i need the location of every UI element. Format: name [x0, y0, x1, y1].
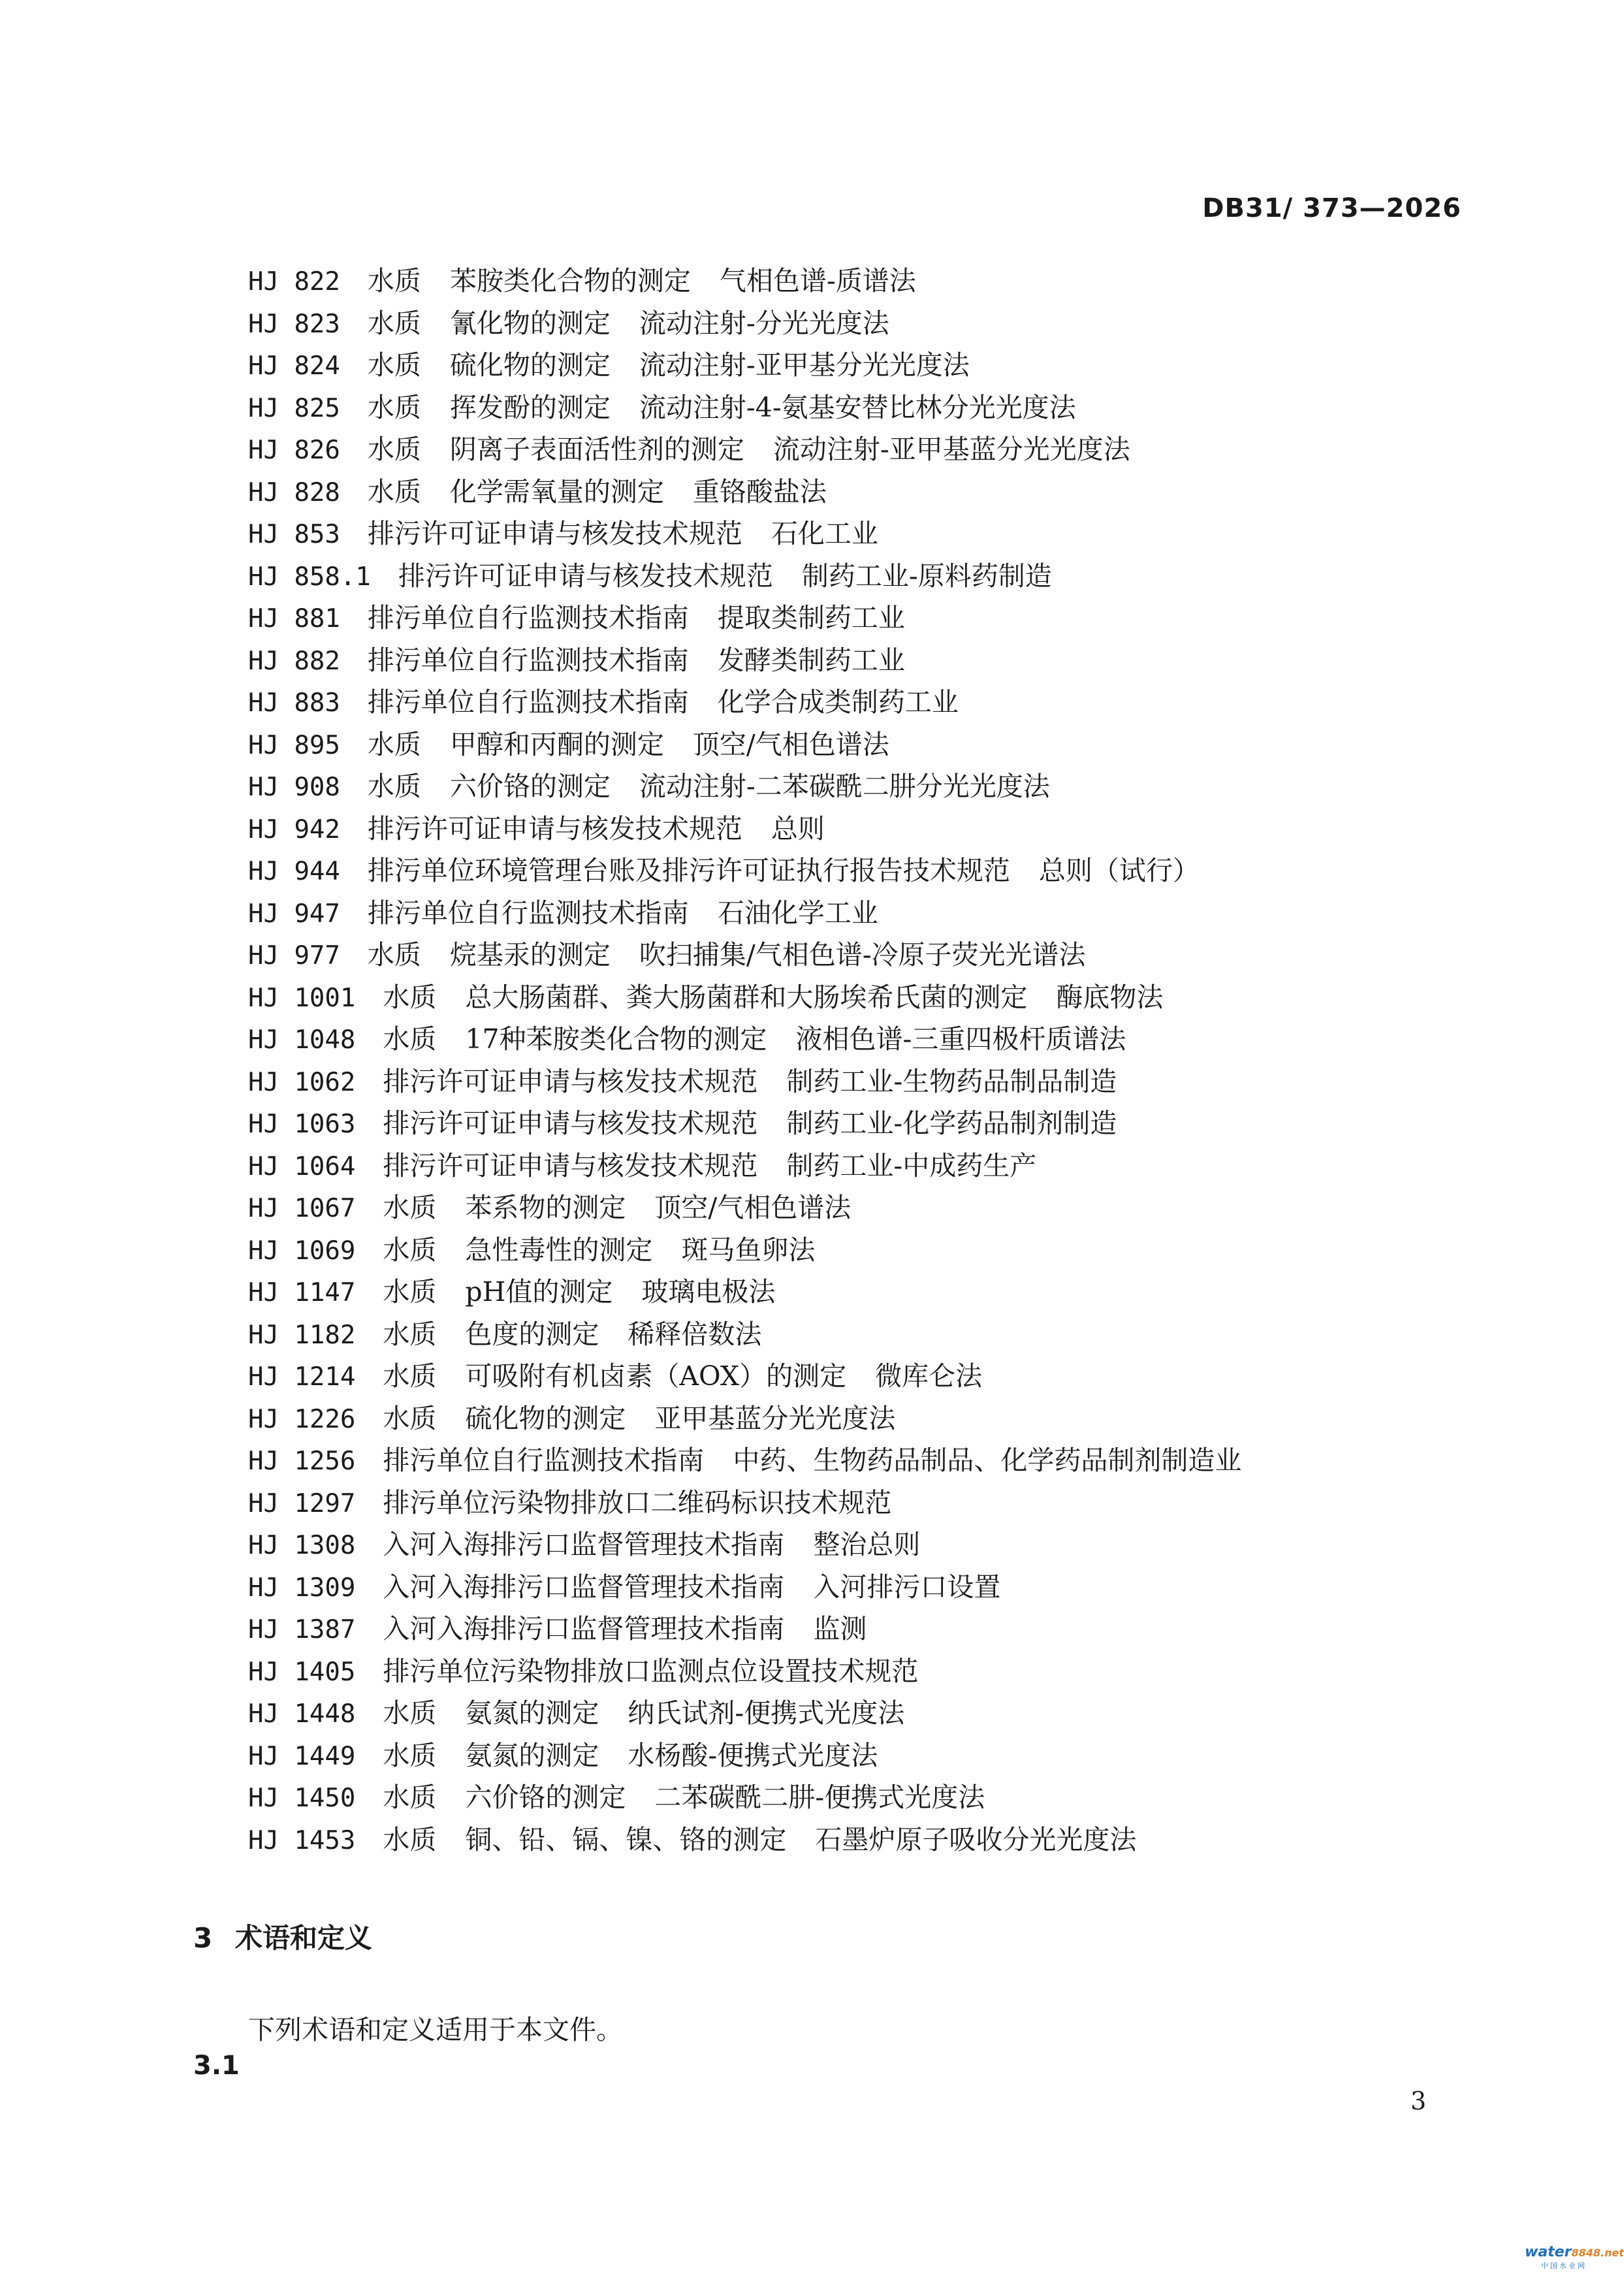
reference-title: 挥发酚的测定 — [449, 391, 611, 423]
reference-method: 稀释倍数法 — [628, 1318, 762, 1350]
reference-item — [248, 344, 1241, 387]
reference-subject: 水质 — [383, 981, 437, 1013]
reference-subject: 水质 — [383, 1782, 437, 1813]
reference-method: 亚甲基蓝分光光度法 — [654, 1402, 896, 1434]
reference-title: 排污单位污染物排放口二维码标识技术规范 — [383, 1486, 892, 1518]
reference-item — [248, 260, 1241, 302]
reference-code: HJ 944 — [248, 857, 340, 886]
reference-item — [248, 892, 1241, 935]
reference-code: HJ 1256 — [248, 1447, 356, 1476]
reference-item — [248, 1018, 1241, 1061]
reference-method: 监测 — [813, 1613, 867, 1644]
reference-title: 排污单位自行监测技术指南 — [367, 644, 689, 676]
reference-code: HJ 1453 — [248, 1825, 356, 1855]
reference-code: HJ 1048 — [248, 1025, 356, 1055]
section-heading — [193, 1917, 372, 1956]
reference-item — [248, 1355, 1241, 1398]
reference-title: 排污单位自行监测技术指南 — [383, 1445, 705, 1476]
reference-item — [248, 724, 1241, 766]
reference-method: 石墨炉原子吸收分光光度法 — [815, 1823, 1137, 1855]
reference-subject: 水质 — [367, 265, 421, 296]
reference-code: HJ 895 — [248, 730, 340, 760]
reference-item — [248, 1313, 1241, 1356]
reference-title: 排污单位自行监测技术指南 — [367, 602, 689, 633]
reference-item — [248, 513, 1241, 555]
reference-method: 流动注射-4-氨基安替比林分光光度法 — [639, 391, 1076, 423]
reference-method: 中药、生物药品制品、化学药品制剂制造业 — [733, 1445, 1242, 1476]
reference-method: 入河排污口设置 — [813, 1571, 1001, 1603]
reference-method: 石油化学工业 — [717, 897, 878, 929]
reference-title: 烷基汞的测定 — [449, 939, 611, 970]
reference-code: HJ 882 — [248, 646, 340, 676]
reference-title: 入河入海排污口监督管理技术指南 — [383, 1571, 785, 1603]
reference-code: HJ 1067 — [248, 1194, 356, 1223]
section-intro-text: 下列术语和定义适用于本文件。 — [248, 2014, 623, 2045]
reference-method: 整治总则 — [813, 1529, 921, 1560]
reference-item — [248, 471, 1241, 513]
reference-method: 制药工业-原料药制造 — [801, 560, 1052, 592]
reference-code: HJ 823 — [248, 309, 340, 339]
reference-title: 六价铬的测定 — [449, 771, 611, 802]
reference-method: 顶空/气相色谱法 — [692, 728, 889, 760]
reference-title: 急性毒性的测定 — [465, 1234, 653, 1266]
reference-item — [248, 681, 1241, 724]
site-watermark-logo — [1525, 2244, 1624, 2283]
reference-code: HJ 1062 — [248, 1067, 356, 1097]
reference-item — [248, 1608, 1241, 1650]
reference-title: 甲醇和丙酮的测定 — [449, 728, 664, 760]
watermark-suffix: .net — [1600, 2247, 1624, 2259]
reference-title: 入河入海排污口监督管理技术指南 — [383, 1613, 785, 1644]
reference-method: 流动注射-分光光度法 — [639, 307, 889, 339]
reference-item — [248, 1145, 1241, 1187]
reference-title: 排污许可证申请与核发技术规范 — [367, 518, 742, 549]
reference-subject: 水质 — [367, 349, 421, 381]
reference-item — [248, 1102, 1241, 1145]
reference-subject: 水质 — [383, 1739, 437, 1771]
reference-code: HJ 1001 — [248, 983, 356, 1013]
reference-code: HJ 1064 — [248, 1151, 356, 1181]
reference-item — [248, 1735, 1241, 1777]
reference-code: HJ 828 — [248, 477, 340, 507]
reference-code: HJ 858.1 — [248, 562, 371, 592]
reference-subject: 水质 — [383, 1402, 437, 1434]
reference-subject: 水质 — [367, 771, 421, 802]
reference-title: 铜、铅、镉、镍、铬的测定 — [465, 1823, 787, 1855]
clause-number: 3.1 — [193, 2051, 240, 2081]
reference-title: 排污单位自行监测技术指南 — [367, 686, 689, 718]
reference-method: 玻璃电极法 — [641, 1276, 776, 1307]
reference-method: 微库仑法 — [875, 1360, 983, 1392]
reference-title: 氰化物的测定 — [449, 307, 611, 339]
reference-method: 二苯碳酰二肼-便携式光度法 — [654, 1782, 985, 1813]
reference-title: 苯系物的测定 — [465, 1192, 626, 1223]
reference-method: 制药工业-化学药品制剂制造 — [786, 1108, 1117, 1139]
reference-subject: 水质 — [367, 728, 421, 760]
reference-item — [248, 808, 1241, 850]
reference-item — [248, 387, 1241, 429]
reference-item — [248, 1271, 1241, 1313]
reference-method: 水杨酸-便携式光度法 — [628, 1739, 878, 1771]
reference-code: HJ 1387 — [248, 1615, 356, 1644]
reference-title: 排污许可证申请与核发技术规范 — [383, 1108, 758, 1139]
reference-title: 色度的测定 — [465, 1318, 599, 1350]
reference-code: HJ 947 — [248, 899, 340, 929]
reference-method: 制药工业-中成药生产 — [786, 1149, 1037, 1181]
watermark-word: water — [1525, 2244, 1572, 2260]
reference-item — [248, 1187, 1241, 1229]
reference-title: 化学需氧量的测定 — [449, 475, 664, 507]
reference-code: HJ 1308 — [248, 1531, 356, 1560]
reference-method: 流动注射-亚甲基蓝分光光度法 — [772, 434, 1130, 465]
reference-method: 流动注射-亚甲基分光光度法 — [639, 349, 970, 381]
reference-item — [248, 428, 1241, 471]
reference-title: 可吸附有机卤素（AOX）的测定 — [465, 1360, 847, 1392]
reference-item — [248, 1566, 1241, 1609]
reference-item — [248, 1439, 1241, 1482]
reference-item — [248, 1482, 1241, 1524]
reference-method: 纳氏试剂-便携式光度法 — [628, 1697, 905, 1729]
reference-method: 液相色谱-三重四极杆质谱法 — [795, 1023, 1126, 1055]
reference-code: HJ 853 — [248, 520, 340, 549]
reference-code: HJ 1147 — [248, 1278, 356, 1307]
reference-subject: 水质 — [367, 475, 421, 507]
reference-code: HJ 1309 — [248, 1573, 356, 1603]
reference-subject: 水质 — [383, 1360, 437, 1392]
reference-item — [248, 1524, 1241, 1566]
reference-title: 排污单位污染物排放口监测点位设置技术规范 — [383, 1655, 919, 1687]
reference-item — [248, 1650, 1241, 1693]
reference-method: 流动注射-二苯碳酰二肼分光光度法 — [639, 771, 1050, 802]
reference-title: 氨氮的测定 — [465, 1697, 599, 1729]
reference-title: 硫化物的测定 — [465, 1402, 626, 1434]
reference-subject: 水质 — [383, 1234, 437, 1266]
reference-code: HJ 1214 — [248, 1362, 356, 1392]
reference-code: HJ 824 — [248, 351, 340, 381]
reference-title: 17种苯胺类化合物的测定 — [465, 1023, 767, 1055]
reference-item — [248, 555, 1241, 598]
reference-title: 苯胺类化合物的测定 — [449, 265, 691, 296]
reference-title: 排污许可证申请与核发技术规范 — [398, 560, 773, 592]
reference-method: 化学合成类制药工业 — [717, 686, 959, 718]
reference-item — [248, 1692, 1241, 1735]
reference-item — [248, 597, 1241, 639]
reference-code: HJ 822 — [248, 267, 340, 296]
reference-item — [248, 934, 1241, 976]
reference-code: HJ 825 — [248, 393, 340, 423]
reference-subject: 水质 — [383, 1023, 437, 1055]
reference-item — [248, 850, 1241, 892]
reference-method: 酶底物法 — [1056, 981, 1164, 1013]
reference-code: HJ 881 — [248, 604, 340, 633]
reference-subject: 水质 — [367, 434, 421, 465]
reference-method: 制药工业-生物药品制品制造 — [786, 1065, 1117, 1097]
reference-item — [248, 639, 1241, 682]
reference-item — [248, 1776, 1241, 1819]
reference-subject: 水质 — [383, 1276, 437, 1307]
document-code: DB31/ 373—2026 — [1202, 193, 1461, 223]
reference-method: 石化工业 — [771, 518, 878, 549]
watermark-wordmark — [1525, 2244, 1624, 2262]
reference-code: HJ 883 — [248, 688, 340, 718]
reference-method: 斑马鱼卵法 — [681, 1234, 816, 1266]
reference-code: HJ 1069 — [248, 1236, 356, 1266]
reference-code: HJ 1450 — [248, 1784, 356, 1813]
reference-code: HJ 826 — [248, 436, 340, 465]
reference-title: 排污许可证申请与核发技术规范 — [383, 1149, 758, 1181]
reference-method: 发酵类制药工业 — [717, 644, 905, 676]
reference-title: 排污许可证申请与核发技术规范 — [367, 812, 742, 844]
reference-subject: 水质 — [383, 1823, 437, 1855]
page-number: 3 — [1410, 2087, 1427, 2115]
reference-code: HJ 977 — [248, 941, 340, 970]
reference-code: HJ 908 — [248, 773, 340, 802]
reference-item — [248, 1819, 1241, 1861]
reference-code: HJ 1226 — [248, 1404, 356, 1434]
reference-method: 总则 — [771, 812, 825, 844]
reference-title: pH值的测定 — [465, 1276, 613, 1307]
reference-code: HJ 942 — [248, 814, 340, 844]
reference-subject: 水质 — [367, 307, 421, 339]
reference-code: HJ 1063 — [248, 1110, 356, 1139]
reference-code: HJ 1297 — [248, 1488, 356, 1518]
reference-title: 入河入海排污口监督管理技术指南 — [383, 1529, 785, 1560]
reference-code: HJ 1182 — [248, 1320, 356, 1350]
reference-subject: 水质 — [367, 939, 421, 970]
reference-title: 氨氮的测定 — [465, 1739, 599, 1771]
reference-subject: 水质 — [367, 391, 421, 423]
section-number: 3 — [193, 1922, 213, 1954]
reference-item — [248, 765, 1241, 808]
watermark-subtitle: 中国水业网 — [1541, 2262, 1587, 2270]
reference-item — [248, 1061, 1241, 1103]
reference-code: HJ 1448 — [248, 1699, 356, 1729]
reference-method: 气相色谱-质谱法 — [719, 265, 916, 296]
reference-title: 排污许可证申请与核发技术规范 — [383, 1065, 758, 1097]
reference-title: 排污单位环境管理台账及排污许可证执行报告技术规范 — [367, 855, 1010, 886]
reference-title: 硫化物的测定 — [449, 349, 611, 381]
reference-subject: 水质 — [383, 1318, 437, 1350]
reference-code: HJ 1405 — [248, 1657, 356, 1687]
reference-title: 总大肠菌群、粪大肠菌群和大肠埃希氏菌的测定 — [465, 981, 1028, 1013]
reference-item — [248, 1398, 1241, 1440]
reference-method: 顶空/气相色谱法 — [654, 1192, 852, 1223]
watermark-number: 8848 — [1571, 2247, 1600, 2259]
reference-item — [248, 1229, 1241, 1272]
reference-title: 六价铬的测定 — [465, 1782, 626, 1813]
section-title: 术语和定义 — [235, 1922, 373, 1954]
reference-item — [248, 302, 1241, 345]
reference-method: 吹扫捕集/气相色谱-冷原子荧光光谱法 — [639, 939, 1086, 970]
reference-subject: 水质 — [383, 1697, 437, 1729]
reference-title: 阴离子表面活性剂的测定 — [449, 434, 744, 465]
reference-title: 排污单位自行监测技术指南 — [367, 897, 689, 929]
reference-code: HJ 1449 — [248, 1741, 356, 1771]
reference-method: 提取类制药工业 — [717, 602, 905, 633]
reference-item — [248, 976, 1241, 1019]
reference-subject: 水质 — [383, 1192, 437, 1223]
reference-method: 重铬酸盐法 — [692, 475, 827, 507]
normative-references-list — [248, 260, 1241, 1861]
reference-method: 总则（试行） — [1038, 855, 1200, 886]
